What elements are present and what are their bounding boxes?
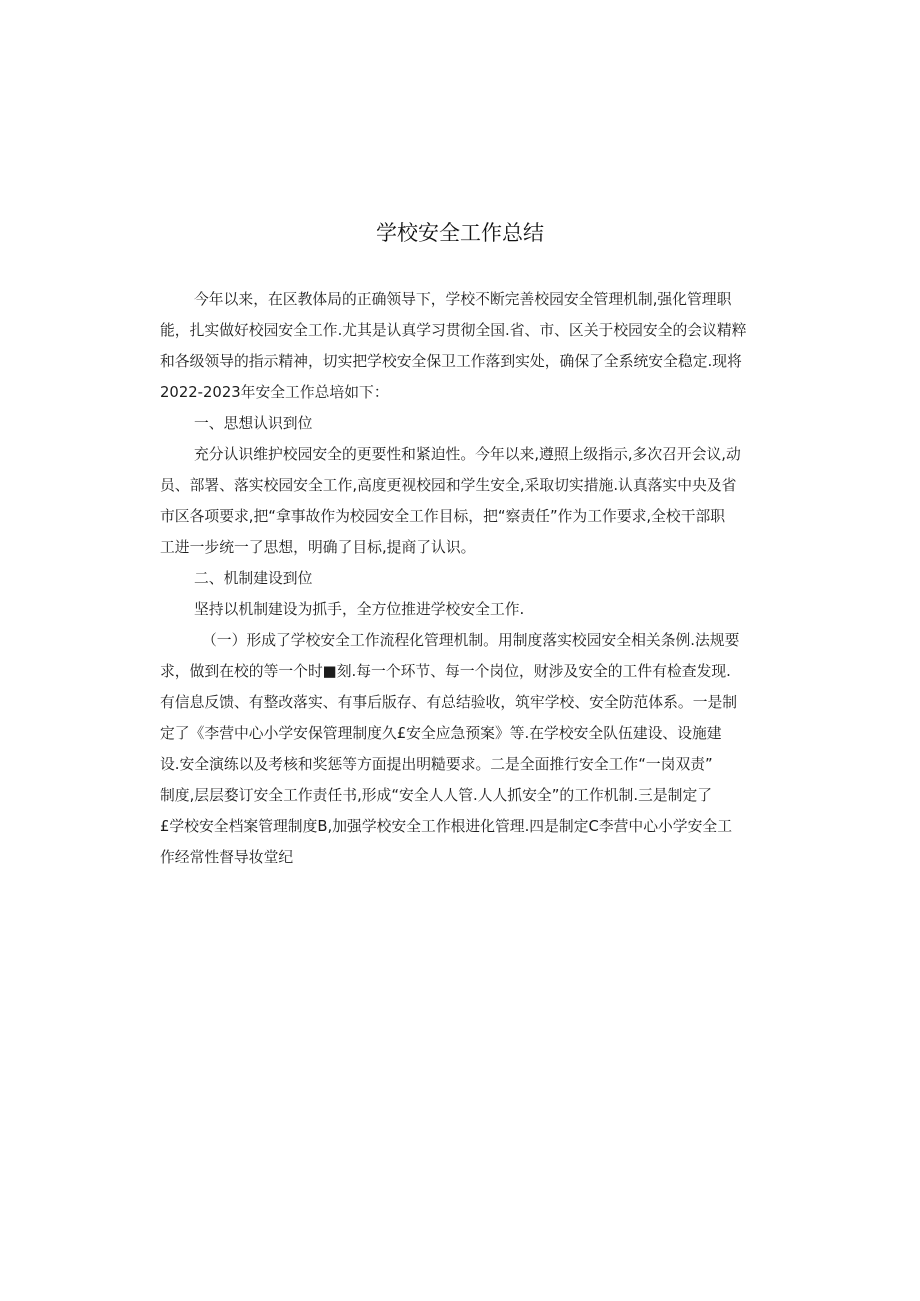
- paragraph-line: 制度,层层婺订安全工作责任书,形成“安全人人管.人人抓安全”的工作机制.三是制定了: [160, 787, 713, 804]
- paragraph-line: 坚持以机制建设为抓手，全方位推进学校安全工作.: [194, 601, 525, 618]
- paragraph-line: £学校安全档案管理制度B,加强学校安全工作根进化管理.四是制定C李营中心小学安全工: [160, 818, 732, 835]
- document-title: 学校安全工作总结: [376, 221, 544, 245]
- paragraph-line: 和各级领导的指示精神，切实把学校安全保卫工作落到实处，确保了全系统安全稳定.现将: [160, 353, 742, 370]
- paragraph-line: 能，扎实做好校园安全工作.尤其是认真学习贯彻全国.省、市、区关于校园安全的会议精粹: [160, 322, 747, 339]
- paragraph-line: 设.安全演练以及考核和奖惩等方面提出明糙要求。二是全面推行安全工作“一岗双责”: [160, 756, 713, 773]
- section-heading: 二、机制建设到位: [194, 570, 313, 587]
- document-body: [160, 284, 770, 873]
- paragraph-line: 有信息反馈、有整改落实、有事后版存、有总结验收，筑牢学校、安全防范体系。一是制: [160, 694, 738, 711]
- paragraph-line: 求，做到在校的等一个时■刻.每一个环节、每一个岗位，财涉及安全的工件有检查发现.: [160, 663, 731, 680]
- paragraph-line: 充分认识维护校园安全的更要性和紧迫性。今年以来,遵照上级指示,多次召开会议,动: [194, 446, 741, 463]
- section-heading: 一、思想认识到位: [194, 415, 313, 432]
- paragraph-line: （一）形成了学校安全工作流程化管理机制。用制度落实校园安全相关条例.法规要: [202, 632, 740, 649]
- paragraph-line: 员、部署、落实校园安全工作,高度更视校园和学生安全,采取切实措施.认真落实中央及省: [160, 477, 737, 494]
- paragraph-line: 工进一步统一了思想，明确了目标,提商了认识。: [160, 539, 476, 556]
- paragraph-line: 作经常性督导妆堂纪: [160, 849, 294, 866]
- paragraph-line: 市区各项要求,把“拿事故作为校园安全工作目标，把“察责任”作为工作要求,全校干部职: [160, 508, 726, 525]
- paragraph-line: 2022-2023年安全工作总培如下：: [160, 384, 389, 401]
- paragraph-line: 定了《李营中心小学安保管理制度久£安全应急预案》等.在学校安全队伍建设、设施建: [160, 725, 722, 742]
- paragraph-line: 今年以来，在区教体局的正确领导下，学校不断完善校园安全管理机制,强化管理职: [194, 291, 732, 308]
